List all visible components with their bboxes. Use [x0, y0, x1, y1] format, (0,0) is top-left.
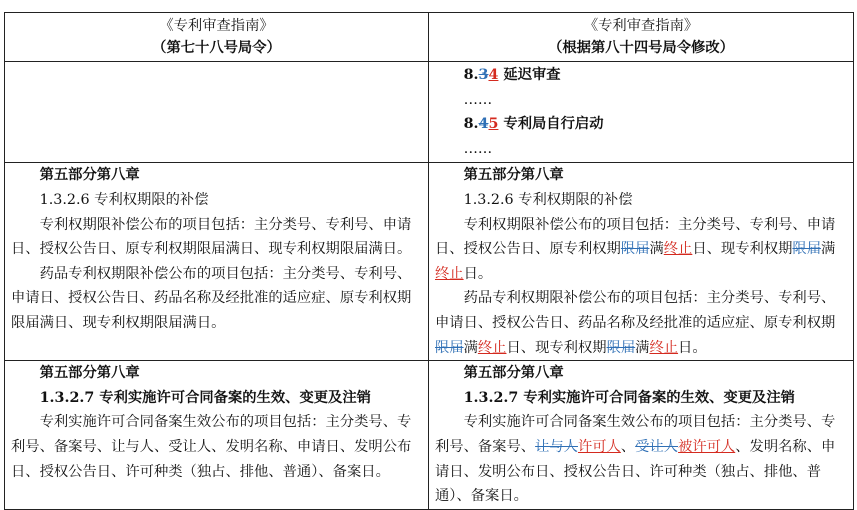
- header-right-title: 《专利审查指南》: [583, 18, 699, 34]
- row-license-contract: [5, 361, 854, 510]
- row1-left-cell: [5, 62, 429, 163]
- section-title: 1.3.2.6 专利权期限的补偿: [39, 191, 209, 208]
- section-title: 1.3.2.6 专利权期限的补偿: [463, 191, 633, 208]
- row3-right-cell: [429, 361, 854, 510]
- header-row: [5, 13, 854, 62]
- part-heading: 第五部分第八章: [39, 365, 140, 382]
- paragraph: 专利权期限补偿公布的项目包括：主分类号、专利号、申请日、授权公告日、原专利权期限届满终止日、现专利权期限届满终止日。: [435, 216, 836, 282]
- paragraph: 专利实施许可合同备案生效公布的项目包括：主分类号、专利号、备案号、让与人许可人、受让人被许可人、发明名称、申请日、发明公布日、授权公告日、许可种类（独占、排他、普通）、备案日。: [435, 414, 836, 505]
- paragraph: 专利权期限补偿公布的项目包括：主分类号、专利号、申请日、授权公告日、原专利权期限届满日、现专利权期限届满日。: [11, 216, 412, 258]
- comparison-table: [4, 12, 854, 510]
- paragraph: 专利实施许可合同备案生效公布的项目包括：主分类号、专利号、备案号、让与人、受让人、发明名称、申请日、发明公布日、授权公告日、许可种类（独占、排他、普通）、备案日。: [11, 414, 412, 480]
- ellipsis: ……: [463, 91, 493, 108]
- header-right: [429, 13, 854, 62]
- section-title: 1.3.2.7 专利实施许可合同备案的生效、变更及注销: [463, 389, 795, 406]
- part-heading: 第五部分第八章: [463, 167, 564, 184]
- row2-left-cell: [5, 163, 429, 361]
- part-heading: 第五部分第八章: [463, 365, 564, 382]
- paragraph: 药品专利权期限补偿公布的项目包括：主分类号、专利号、申请日、授权公告日、药品名称及经批准的适应症、原专利权期限届满日、现专利权期限届满日。: [11, 265, 412, 331]
- paragraph: 药品专利权期限补偿公布的项目包括：主分类号、专利号、申请日、授权公告日、药品名称及经批准的适应症、原专利权期限届满终止日、现专利权期限届满终止日。: [435, 290, 836, 356]
- header-left: [5, 13, 429, 62]
- header-left-subtitle: （第七十八号局令）: [152, 40, 281, 56]
- header-right-subtitle: （根据第八十四号局令修改）: [548, 40, 734, 56]
- row-term-compensation: [5, 163, 854, 361]
- header-left-title: 《专利审查指南》: [159, 18, 274, 34]
- row1-right-cell: [429, 62, 854, 163]
- section-item-self-initiated: 8.45 专利局自行启动: [463, 116, 604, 133]
- part-heading: 第五部分第八章: [39, 167, 140, 184]
- ellipsis: ……: [463, 140, 493, 157]
- section-item-delayed-exam: 8.34 延迟审查: [463, 67, 561, 83]
- row-delayed-examination: [5, 62, 854, 163]
- row3-left-cell: [5, 361, 429, 510]
- row2-right-cell: [429, 163, 854, 361]
- section-title: 1.3.2.7 专利实施许可合同备案的生效、变更及注销: [39, 389, 371, 406]
